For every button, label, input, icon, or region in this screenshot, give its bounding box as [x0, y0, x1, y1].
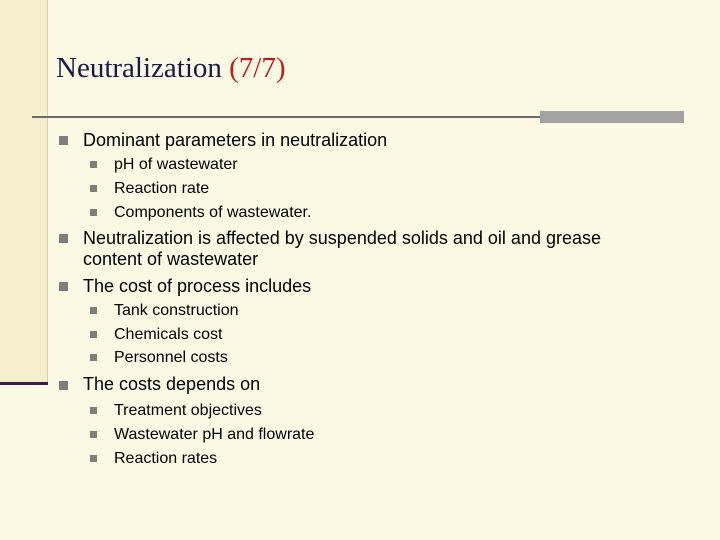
- bullet-text: The cost of process includes: [83, 276, 312, 296]
- bullet-text: The costs depends on: [83, 374, 261, 394]
- sub-bullet-text: Chemicals cost: [114, 326, 223, 343]
- sub-bullet-square: [90, 307, 97, 314]
- sub-bullet-square: [90, 331, 97, 338]
- bullet-square: [59, 234, 68, 243]
- sub-bullet-square: [90, 209, 97, 216]
- sub-bullet-text: Components of wastewater.: [114, 204, 312, 221]
- sub-bullet-square: [90, 185, 97, 192]
- sub-bullet-square: [90, 161, 97, 168]
- sub-bullet-square: [90, 431, 97, 438]
- sub-bullet-square: [90, 455, 97, 462]
- bullet-square: [59, 136, 68, 145]
- bullet-text-line: Neutralization is affected by suspended solids and oil and grease: [83, 228, 602, 248]
- bullet-text-line: content of wastewater: [83, 249, 259, 269]
- sub-bullet-text: Reaction rates: [114, 450, 218, 467]
- sub-bullet-square: [90, 354, 97, 361]
- sub-bullet-text: Wastewater pH and flowrate: [114, 426, 315, 443]
- slide-title-text: Neutralization: [56, 52, 230, 84]
- slide-title-number: (7/7): [229, 52, 286, 84]
- sub-bullet-square: [90, 407, 97, 414]
- sub-bullet-text: Treatment objectives: [114, 402, 262, 419]
- bullet-square: [59, 282, 68, 291]
- sub-bullet-text: Tank construction: [114, 302, 239, 319]
- sub-bullet-text: pH of wastewater: [114, 156, 238, 173]
- bullet-square: [59, 381, 68, 390]
- bullet-text: Dominant parameters in neutralization: [83, 130, 388, 150]
- sub-bullet-text: Personnel costs: [114, 349, 228, 366]
- sub-bullet-text: Reaction rate: [114, 180, 210, 197]
